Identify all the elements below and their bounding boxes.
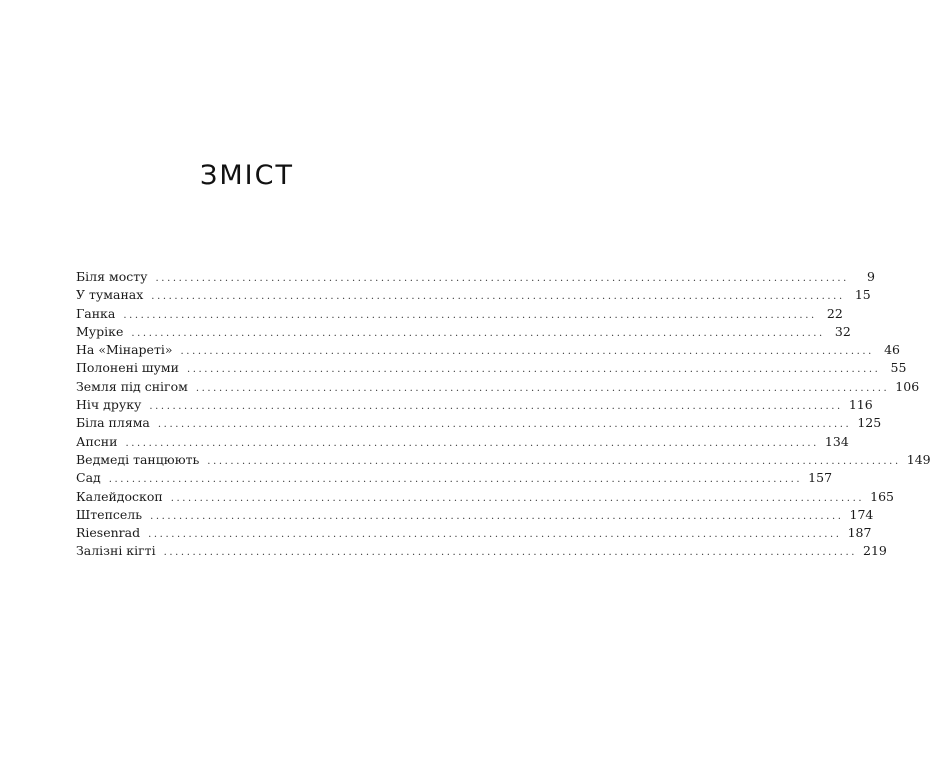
entry-page-number: 46 [884, 342, 900, 358]
entry-title: Ведмеді танцюють [76, 451, 200, 467]
entry-title: У туманах [76, 287, 144, 303]
dot-leader: ........................................................................................................................ [148, 529, 842, 541]
dot-leader: ........................................................................................................................ [186, 364, 881, 376]
entry-page-number: 219 [863, 543, 887, 559]
entry-title: Залізні кігті [76, 543, 156, 559]
entry-title: Штепсель [76, 506, 143, 522]
dot-leader: ........................................................................................................................ [195, 382, 890, 394]
toc-entry [76, 469, 833, 487]
toc-entry [76, 305, 843, 323]
dot-leader: ........................................................................................................................ [123, 309, 817, 321]
dot-leader: ........................................................................................................................ [180, 346, 874, 358]
entry-page-number: 116 [848, 397, 873, 413]
entry-title: Земля під снігом [76, 378, 188, 394]
toc-entry [76, 359, 907, 377]
dot-leader: ........................................................................................................................ [131, 327, 825, 339]
dot-leader: ........................................................................................................................ [170, 492, 865, 504]
toc-entry [76, 268, 875, 286]
dot-leader: ........................................................................................................................ [150, 510, 844, 522]
entry-title: Калейдоскоп [76, 488, 163, 504]
entry-page-number: 165 [870, 488, 895, 504]
entry-page-number: 55 [890, 360, 907, 376]
toc-entry [76, 396, 873, 414]
entry-page-number: 9 [867, 269, 875, 284]
dot-leader: ........................................................................................................................ [149, 401, 843, 413]
entry-page-number: 174 [849, 506, 874, 522]
entry-title: Riesenrad [76, 525, 141, 541]
toc-entry [76, 323, 851, 341]
entry-title: Полонені шуми [76, 360, 179, 376]
entry-title: Ніч друку [76, 397, 142, 413]
entry-page-number: 32 [834, 323, 851, 339]
entry-title: Сад [76, 470, 101, 486]
dot-leader: ........................................................................................................................ [157, 419, 852, 431]
dot-leader: ........................................................................................................................ [207, 455, 901, 467]
entry-page-number: 149 [906, 451, 931, 467]
page-title: ЗМІСТ [200, 160, 294, 191]
dot-leader: ........................................................................................................................ [163, 547, 858, 559]
entry-title: Ганка [76, 305, 116, 321]
entry-page-number: 15 [854, 287, 871, 303]
toc-entry [76, 488, 895, 506]
entry-title: Апсни [76, 433, 118, 449]
toc-entry [76, 378, 920, 396]
toc-entry [76, 524, 872, 542]
entry-title: На «Мінареті» [76, 342, 173, 358]
toc-entry [76, 414, 882, 432]
entry-page-number: 125 [857, 415, 882, 431]
dot-leader: ........................................................................................................................ [151, 291, 845, 303]
toc-entry [76, 433, 849, 451]
table-of-contents [76, 268, 931, 561]
entry-title: Муріке [76, 323, 124, 339]
entry-page-number: 187 [847, 525, 872, 541]
entry-page-number: 157 [808, 470, 833, 486]
toc-entry [76, 542, 887, 560]
dot-leader: ........................................................................................................................ [108, 474, 803, 486]
entry-page-number: 22 [826, 305, 843, 321]
toc-entry [76, 451, 931, 469]
toc-entry [76, 286, 871, 304]
entry-title: Біля мосту [76, 269, 148, 284]
toc-entry [76, 341, 900, 359]
toc-entry [76, 506, 874, 524]
entry-title: Біла пляма [76, 415, 150, 431]
dot-leader: ........................................................................................................................ [155, 273, 849, 284]
entry-page-number: 134 [824, 433, 849, 449]
dot-leader: ........................................................................................................................ [125, 437, 819, 449]
entry-page-number: 106 [895, 378, 920, 394]
